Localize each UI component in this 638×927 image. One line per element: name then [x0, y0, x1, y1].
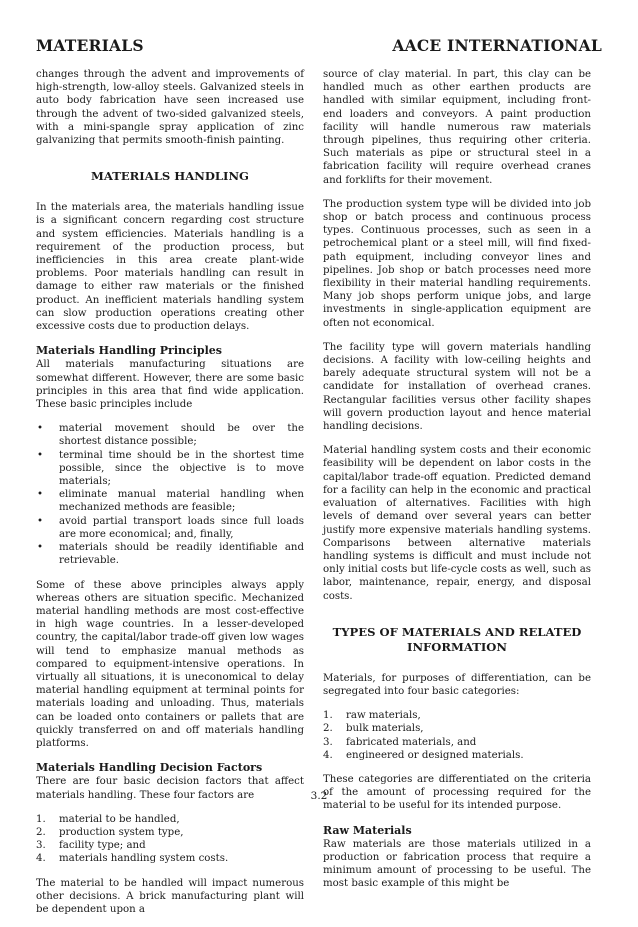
- clay-paragraph: source of clay material. In part, this clay can be handled much as other earthen products are handled with similar equipment, including front-end loaders and conveyors. A paint production facility will handle numerous raw materials through pipelines, thus requiring other criteria. Such materials as pipe or structural steel in a fabrication facility will require overhead cranes and forklifts for their movement.: [323, 69, 591, 186]
- subsection-title-decision-factors: Materials Handling Decision Factors: [36, 761, 263, 775]
- list-item: [36, 852, 304, 865]
- facility-type-paragraph: The facility type will govern materials handling decisions. A facility with low-ceiling heights and barely adequate structural system will not be a candidate for installation of overhead cranes. Rectangular facilities versus other facility shapes will govern production layout and hence material handling decisions.: [323, 341, 591, 433]
- list-item-text: avoid partial transport loads since full loads are more economical; and, finally,: [59, 515, 304, 540]
- list-item: [36, 515, 304, 541]
- list-item-text: material movement should be over the shortest distance possible;: [59, 423, 304, 448]
- materials-handling-paragraph: In the materials area, the materials handling issue is a significant concern regarding cost structure and system efficiencies. Materials handling is a requirement of the production process, but inefficiencies in this area create plant-wide problems. Poor materials handling can result in damage to either raw materials or the finished product. An inefficient materials handling system can slow production operations creating other excessive costs due to production delays.: [36, 202, 304, 333]
- subsection-title-principles: Materials Handling Principles: [36, 344, 222, 358]
- list-item: [36, 422, 304, 448]
- list-item: [36, 449, 304, 489]
- list-item-text: raw materials,: [346, 710, 421, 722]
- list-item-text: eliminate manual material handling when mechanized methods are feasible;: [59, 489, 304, 514]
- list-item: [323, 722, 591, 735]
- list-number: 1.: [323, 710, 333, 722]
- list-number: 4.: [323, 749, 333, 761]
- types-list: [323, 709, 591, 762]
- list-item: [36, 826, 304, 839]
- list-number: 4.: [36, 853, 46, 865]
- list-item-text: bulk materials,: [346, 723, 424, 735]
- list-number: 1.: [36, 813, 46, 825]
- types-intro: Materials, for purposes of differentiation, can be segregated into four basic categories:: [323, 672, 591, 697]
- list-item-text: facility type; and: [59, 840, 146, 852]
- list-item: [36, 813, 304, 826]
- section-title-types-of-materials: TYPES OF MATERIALS AND RELATED INFORMATION: [332, 624, 582, 654]
- list-item: [323, 709, 591, 722]
- bullet-icon: •: [37, 515, 44, 527]
- principles-list: [36, 422, 304, 567]
- right-column: [323, 68, 591, 902]
- list-item-text: fabricated materials, and: [346, 736, 477, 748]
- types-paragraph: These categories are differentiated on the criteria of the amount of processing required for the material to be useful for its intended purpose.: [323, 773, 591, 812]
- section-title-materials-handling: MATERIALS HANDLING: [91, 169, 249, 184]
- production-system-paragraph: The production system type will be divided into job shop or batch process and continuous process types. Continuous processes, such as seen in a petrochemical plant or a steel mill, will find fixed-path equipment, including conveyor lines and pipelines. Job shop or batch processes need more flexibility in their material handling requirements. Many job shops perform unique jobs, and large investments in single-application equipment are often not economical.: [323, 198, 591, 329]
- list-number: 3.: [36, 840, 46, 852]
- list-number: 3.: [323, 736, 333, 748]
- list-item: [36, 488, 304, 514]
- list-item: [323, 749, 591, 762]
- principles-paragraph: Some of these above principles always apply whereas others are situation specific. Mechanized material handling methods are most cost-effective in high wage countries. In a lesser-developed country, the capital/labor trade-off given low wages will tend to emphasize manual methods as compared to equipment-intensive operations. In virtually all situations, it is uneconomical to delay material handling equipment at terminal points for materials loading and unloading. Thus, materials can be loaded onto containers or pallets that are quickly transferred on and off materials handling platforms.: [36, 579, 304, 749]
- header-publisher: AACE INTERNATIONAL: [392, 36, 602, 55]
- factors-list: [36, 813, 304, 866]
- list-item-text: production system type,: [59, 826, 184, 838]
- list-item-text: material to be handled,: [59, 813, 180, 825]
- intro-paragraph: changes through the advent and improvements of high-strength, low-alloy steels. Galvanized steels in auto body fabrication have seen increased use through the advent of two-sided galvanized steels, with a mini-spangle spray application of zinc galvanizing that permits smooth-finish painting.: [36, 69, 304, 147]
- list-item-text: terminal time should be in the shortest time possible, since the objective is to move materials;: [59, 449, 304, 488]
- bullet-icon: •: [37, 489, 44, 501]
- system-costs-paragraph: Material handling system costs and their economic feasibility will be dependent on labor costs in the capital/labor trade-off equation. Predicted demand for a facility can help in the economic and practical evaluation of alternatives. Facilities with high levels of demand over several years can better justify more expensive materials handling systems. Comparisons between alternative materials handling systems is difficult and must include not only initial costs but life-cycle costs as well, such as labor, maintenance, repair, energy, and disposal costs.: [323, 445, 591, 602]
- list-item-text: materials should be readily identifiable and retrievable.: [59, 542, 304, 567]
- page-header: [36, 36, 602, 56]
- list-number: 2.: [323, 723, 333, 735]
- list-item: [36, 541, 304, 567]
- list-item-text: materials handling system costs.: [59, 853, 229, 865]
- bullet-icon: •: [37, 542, 44, 554]
- list-item: [36, 839, 304, 852]
- raw-materials-paragraph: Raw materials are those materials utilized in a production or fabrication process that require a minimum amount of processing to be useful. The most basic example of this might be: [323, 838, 591, 890]
- bullet-icon: •: [37, 423, 44, 435]
- list-number: 2.: [36, 826, 46, 838]
- factors-paragraph: The material to be handled will impact numerous other decisions. A brick manufacturing plant will be dependent upon a: [36, 877, 304, 915]
- page-number: 3.2: [310, 790, 328, 802]
- principles-intro: All materials manufacturing situations are somewhat different. However, there are some basic principles in this area that find wide application. These basic principles include: [36, 359, 304, 411]
- list-item-text: engineered or designed materials.: [346, 749, 524, 761]
- factors-intro: There are four basic decision factors that affect materials handling. These four factors are: [36, 776, 304, 801]
- subsection-title-raw-materials: Raw Materials: [323, 823, 412, 837]
- bullet-icon: •: [37, 449, 44, 461]
- header-section-title: MATERIALS: [36, 36, 144, 55]
- list-item: [323, 736, 591, 749]
